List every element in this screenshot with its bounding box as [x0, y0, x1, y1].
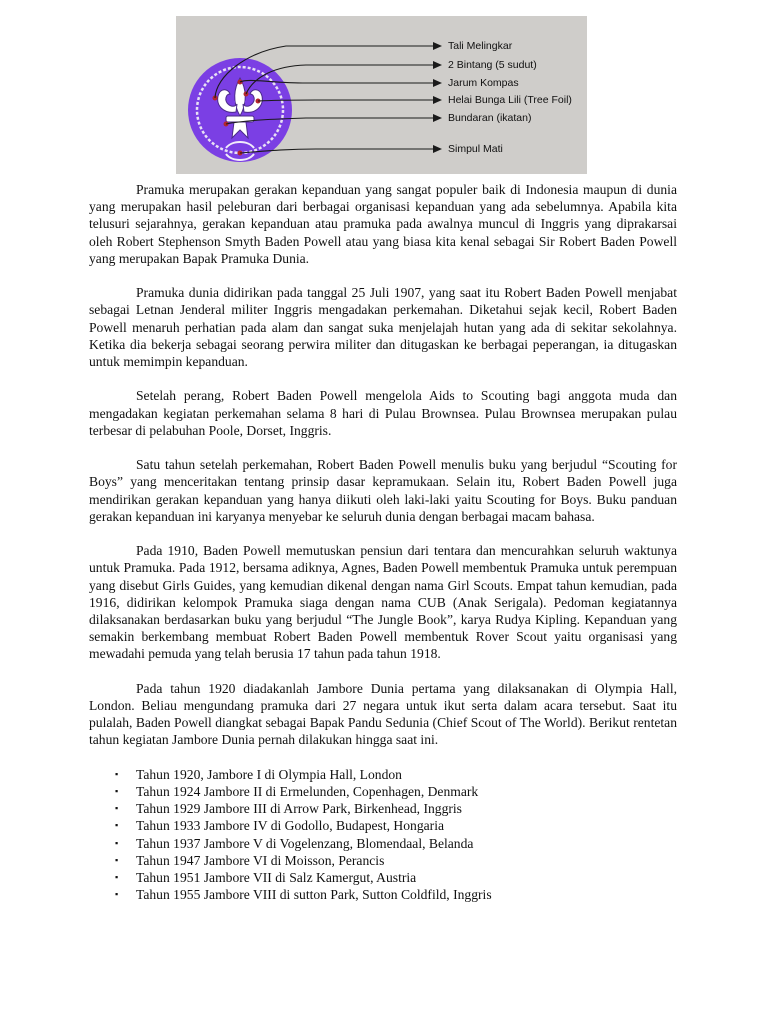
list-item	[89, 852, 677, 869]
label-dua-bintang: 2 Bintang (5 sudut)	[448, 59, 537, 71]
list-item	[89, 766, 677, 783]
bullet-icon: ▪	[115, 786, 119, 797]
paragraph-expansion: Pada 1910, Baden Powell memutuskan pensiun dari tentara dan mencurahkan seluruh waktunya untuk Pramuka. Pada 1912, bersama adiknya, Agnes, Baden Powell membentuk Pramuka untuk perempuan yang disebut Girls Guides, yang kemudian dikenal dengan nama Girl Scouts. Empat tahun kemudian, pada 1916, didirikan kelompok Pramuka siaga dengan nama CUB (Anak Serigala). Pedoman kegiatannya dilaksanakan berdasarkan buku yang berjudul “The Jungle Book”, karya Rudya Kipling. Kepanduan yang semakin berkembang membuat Robert Baden Powell membentuk Rover Scout yaitu organisasi yang mewadahi pemuda yang telah berusia 17 tahun pada tahun 1918.	[89, 543, 677, 662]
paragraph-brownsea: Setelah perang, Robert Baden Powell mengelola Aids to Scouting bagi anggota muda dan mengadakan kegiatan perkemahan selama 8 hari di Pulau Brownsea. Pulau Brownsea merupakan pulau terbesar di pelabuhan Poole, Dorset, Inggris.	[89, 388, 677, 438]
list-item	[89, 800, 677, 817]
arrow-icon	[433, 42, 442, 153]
list-item	[89, 869, 677, 886]
label-jarum-kompas: Jarum Kompas	[448, 77, 519, 89]
paragraph-founding: Pramuka dunia didirikan pada tanggal 25 Juli 1907, yang saat itu Robert Baden Powell menjabat sebagai Letnan Jenderal militer Inggris mengadakan perkemahan. Diketahui sejak kecil, Robert Baden Powell menaruh perhatian pada alam dan sangat suka menjelajah hutan yang ada di sekitar sekolahnya. Ketika dia bekerja sebagai seorang perwira militer dan ditugaskan ke berbagai peperangan, ia ditugaskan untuk memimpin kepanduan.	[89, 285, 677, 370]
paragraph-scouting-for-boys: Satu tahun setelah perkemahan, Robert Baden Powell menulis buku yang berjudul “Scouting for Boys” yang menceritakan tentang prinsip dasar kepramukaan. Selain itu, Robert Baden Powell juga mendirikan gerakan kepanduan yang hanya diikuti oleh laki-laki yaitu Scouting for Boys. Buku panduan gerakan kepanduan ini karyanya menyebar ke seluruh dunia dengan berbagai macam bahasa.	[89, 457, 677, 524]
bullet-icon: ▪	[115, 872, 119, 883]
paragraph-jamboree: Pada tahun 1920 diadakanlah Jambore Dunia pertama yang dilaksanakan di Olympia Hall, London. Beliau mengundang pramuka dari 27 negara untuk ikut serta dalam acara tersebut. Saat itu pulalah, Baden Powell diangkat sebagai Bapak Pandu Sedunia (Chief Scout of The World). Berikut rentetan tahun kegiatan Jambore Dunia pernah dilakukan hingga saat ini.	[89, 680, 677, 748]
bullet-icon: ▪	[115, 889, 119, 900]
list-item-text: Tahun 1929 Jambore III di Arrow Park, Birkenhead, Inggris	[136, 801, 462, 817]
list-item	[89, 886, 677, 903]
list-item-text: Tahun 1951 Jambore VII di Salz Kamergut, Austria	[136, 870, 417, 886]
list-item	[89, 817, 677, 834]
list-item-text: Tahun 1947 Jambore VI di Moisson, Perancis	[136, 852, 385, 868]
bullet-icon: ▪	[115, 837, 119, 848]
list-item-text: Tahun 1955 Jambore VIII di sutton Park, Sutton Coldfild, Inggris	[136, 887, 492, 903]
list-item-text: Tahun 1937 Jambore V di Vogelenzang, Blomendaal, Belanda	[136, 835, 474, 851]
bullet-icon: ▪	[115, 803, 119, 814]
bullet-icon: ▪	[115, 820, 119, 831]
list-item	[89, 783, 677, 800]
jamboree-list	[89, 766, 677, 904]
article-body	[89, 181, 677, 903]
bullet-icon: ▪	[115, 768, 119, 779]
list-item	[89, 835, 677, 852]
list-item-text: Tahun 1920, Jambore I di Olympia Hall, London	[136, 766, 402, 782]
paragraph-intro: Pramuka merupakan gerakan kepanduan yang sangat populer baik di Indonesia maupun di dunia yang merupakan hasil peleburan dari berbagai organisasi kepanduan yang ada sebelumnya. Apabila kita telusuri sejarahnya, gerakan kepanduan atau pramuka pada awalnya muncul di Inggris yang diprakarsai oleh Robert Stephenson Smyth Baden Powell atau yang biasa kita kenal sebagai Sir Robert Baden Powell yang merupakan Bapak Pramuka Dunia.	[89, 182, 677, 266]
label-bundaran: Bundaran (ikatan)	[448, 112, 532, 124]
list-item-text: Tahun 1933 Jambore IV di Godollo, Budapest, Hongaria	[136, 818, 445, 834]
bullet-icon: ▪	[115, 854, 119, 865]
list-item-text: Tahun 1924 Jambore II di Ermelunden, Copenhagen, Denmark	[136, 784, 479, 800]
label-simpul-mati: Simpul Mati	[448, 143, 503, 155]
label-tali-melingkar: Tali Melingkar	[448, 40, 513, 52]
label-helai-bunga-lili: Helai Bunga Lili (Tree Foil)	[448, 94, 572, 106]
scout-emblem-figure	[176, 16, 587, 174]
